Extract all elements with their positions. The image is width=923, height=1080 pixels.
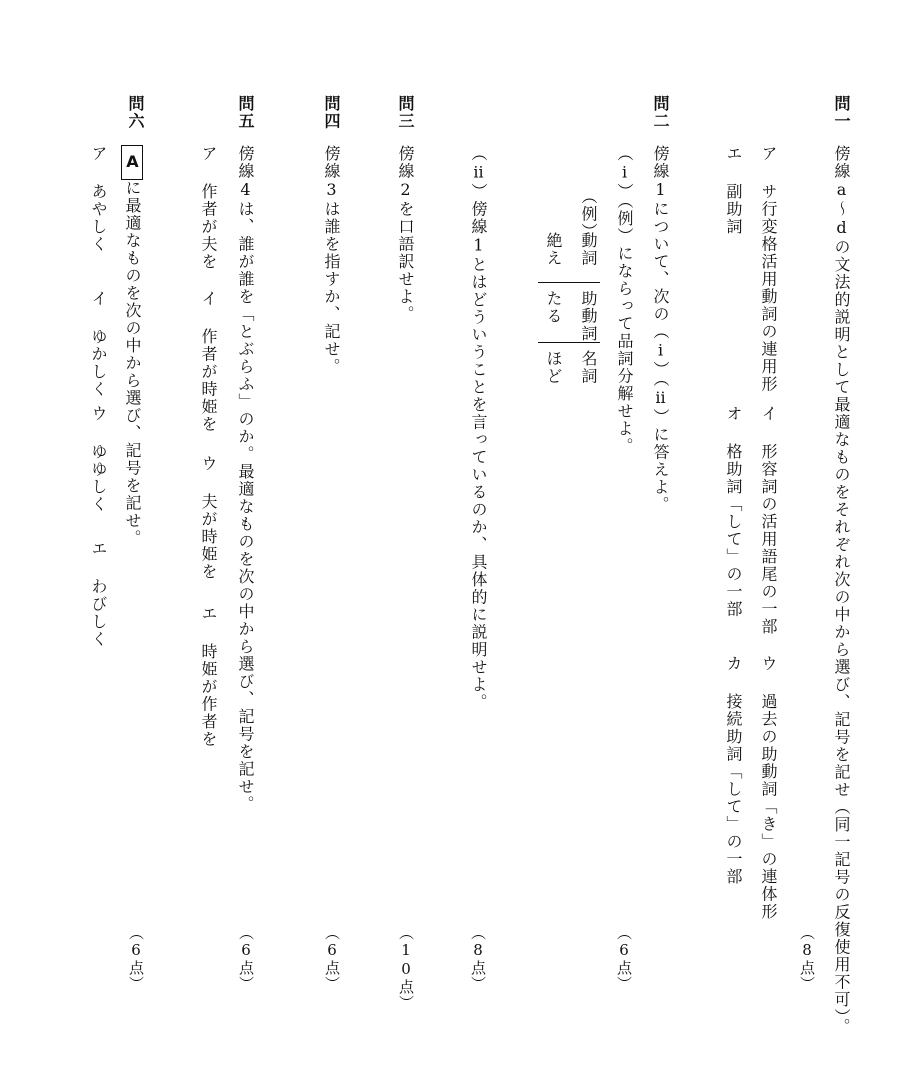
- q5-points: （6点）: [237, 925, 255, 992]
- q5-choice-i: イ 作者が時姫を: [199, 290, 218, 433]
- q2-sub1-points: （6点）: [615, 925, 633, 992]
- q1-choice-a: ア サ行変格活用動詞の連用形: [759, 145, 778, 393]
- q3-label: 問三: [396, 95, 415, 130]
- q4-label: 問四: [322, 95, 341, 130]
- q2-example-pos-1: 動詞: [579, 232, 598, 267]
- q2-example-pos-3: 名詞: [579, 350, 598, 385]
- q2-example-word-1: 絶え: [544, 232, 563, 267]
- q5-label: 問五: [236, 95, 255, 130]
- q1-choice-i: イ 形容詞の活用語尾の一部: [759, 405, 778, 636]
- q6-points: （6点）: [127, 925, 145, 992]
- q1-text: 傍線a～dの文法的説明として最適なものをそれぞれ次の中から選び、記号を記せ（同一記号の反復使用不可）。: [832, 145, 851, 1036]
- q1-choice-o: オ 格助詞「して」の一部: [724, 405, 743, 618]
- q2-example-word-2: たる: [544, 290, 563, 325]
- q2-text: 傍線1について、次の（ⅰ）（ⅱ）に答えよ。: [651, 145, 670, 514]
- q1-choice-u: ウ 過去の助動詞「き」の連体形: [759, 655, 778, 921]
- q2-sub2: （ⅱ）傍線1とはどういうことを言っているのか、具体的に説明せよ。: [469, 145, 488, 711]
- q6-blank-box: A: [121, 145, 143, 180]
- q2-sub1: （ⅰ）（例）にならって品詞分解せよ。: [615, 145, 634, 455]
- q6-choice-a: ア あやしく: [89, 145, 108, 253]
- q6-label: 問六: [126, 95, 145, 130]
- q6-choice-i: イ ゆかしく: [89, 290, 108, 398]
- q5-text: 傍線4は、誰が誰を「とぶらふ」のか。最適なものを次の中から選び、記号を記せ。: [236, 145, 255, 813]
- q6-choice-e: エ わびしく: [89, 540, 108, 648]
- q3-points: （10点）: [397, 925, 415, 1011]
- q4-text: 傍線3は誰を指すか、記せ。: [322, 145, 341, 376]
- q1-label: 問一: [832, 95, 851, 130]
- q2-label: 問二: [651, 95, 670, 130]
- q2-example-label: （例）: [579, 188, 598, 241]
- q6-text: に最適なものを次の中から選び、記号を記せ。: [123, 179, 142, 547]
- q2-sub2-points: （8点）: [469, 925, 487, 992]
- q2-example-word-3: ほど: [544, 350, 563, 385]
- q6-choice-u: ウ ゆゆしく: [89, 405, 108, 513]
- q1-points: （8点）: [798, 925, 816, 992]
- q4-points: （6点）: [323, 925, 341, 992]
- q5-choice-a: ア 作者が夫を: [199, 145, 218, 271]
- q3-text: 傍線2を口語訳せよ。: [396, 145, 415, 323]
- q2-example-divider-2: [538, 342, 600, 343]
- q2-example-divider-1: [538, 282, 600, 283]
- q1-choice-e: エ 副助詞: [724, 145, 743, 236]
- q6-line: [121, 145, 143, 547]
- q1-choice-ka: カ 接続助詞「して」の一部: [724, 655, 743, 886]
- q5-choice-e: エ 時姫が作者を: [199, 605, 218, 748]
- q2-example-pos-2: 助動詞: [579, 290, 598, 343]
- q5-choice-u: ウ 夫が時姫を: [199, 455, 218, 581]
